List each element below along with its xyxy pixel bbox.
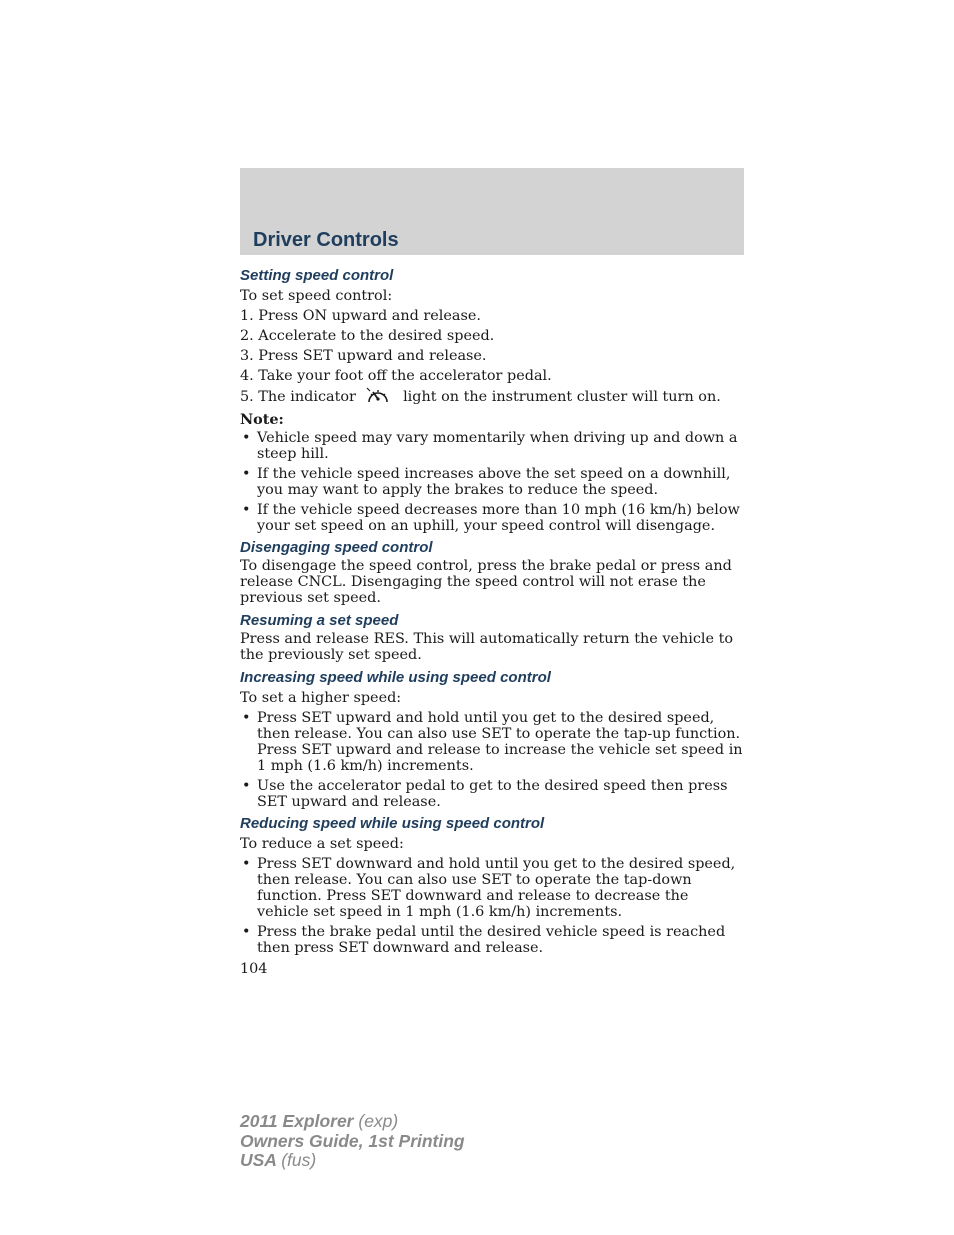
heading-reducing-speed: Reducing speed while using speed control bbox=[240, 815, 545, 832]
increasing-list bbox=[240, 710, 744, 810]
reducing-list bbox=[240, 856, 744, 956]
list-item: • Press the brake pedal until the desired vehicle speed is reached then press SET downward and release. bbox=[240, 924, 744, 956]
footer-region-code: (fus) bbox=[281, 1150, 317, 1170]
footer bbox=[240, 1112, 465, 1171]
page-content bbox=[240, 266, 744, 978]
footer-line-region bbox=[240, 1151, 465, 1171]
list-item: • Vehicle speed may vary momentarily when driving up and down a steep hill. bbox=[240, 430, 744, 462]
disengaging-body: To disengage the speed control, press the brake pedal or press and release CNCL. Disengaging the speed control will not erase the previous set speed. bbox=[240, 558, 732, 606]
footer-model: 2011 Explorer bbox=[240, 1111, 354, 1131]
resuming-body: Press and release RES. This will automatically return the vehicle to the previously set speed. bbox=[240, 631, 734, 663]
heading-resuming-set-speed: Resuming a set speed bbox=[240, 612, 399, 629]
step-2: 2. Accelerate to the desired speed. bbox=[240, 328, 495, 344]
step-1: 1. Press ON upward and release. bbox=[240, 308, 481, 324]
footer-guide: Owners Guide, 1st Printing bbox=[240, 1130, 465, 1151]
list-item: • Press SET upward and hold until you get to the desired speed, then release. You can also use SET to operate the tap-up function. Press SET upward and release to increase the vehicle set speed in 1 mph (1.6 km/h) increments. bbox=[240, 710, 744, 774]
list-item: • Press SET downward and hold until you get to the desired speed, then release. You can also use SET to operate the tap-down function. Press SET downward and release to decrease the vehicle set speed in 1 mph (1.6 km/h) increments. bbox=[240, 856, 744, 920]
heading-disengaging-speed-control: Disengaging speed control bbox=[240, 539, 433, 556]
page-number: 104 bbox=[240, 961, 268, 977]
section-header-band bbox=[240, 168, 744, 255]
step-5-text-before: 5. The indicator bbox=[240, 389, 356, 405]
step-4: 4. Take your foot off the accelerator pedal. bbox=[240, 368, 552, 384]
footer-region: USA bbox=[240, 1150, 277, 1170]
footer-line-model bbox=[240, 1112, 465, 1132]
heading-increasing-speed: Increasing speed while using speed control bbox=[240, 669, 551, 686]
increasing-intro: To set a higher speed: bbox=[240, 690, 402, 706]
step-3: 3. Press SET upward and release. bbox=[240, 348, 487, 364]
heading-setting-speed-control: Setting speed control bbox=[240, 267, 394, 284]
speed-control-indicator-icon bbox=[365, 386, 391, 406]
note-list bbox=[240, 430, 744, 534]
list-item: • If the vehicle speed decreases more than 10 mph (16 km/h) below your set speed on an uphill, your speed control will disengage. bbox=[240, 502, 744, 534]
step-5 bbox=[240, 386, 744, 408]
list-item: • If the vehicle speed increases above the set speed on a downhill, you may want to apply the brakes to reduce the speed. bbox=[240, 466, 744, 498]
section-title: Driver Controls bbox=[253, 229, 399, 251]
list-item: • Use the accelerator pedal to get to the desired speed then press SET upward and release. bbox=[240, 778, 744, 810]
setting-intro: To set speed control: bbox=[240, 288, 393, 304]
step-5-text-after: light on the instrument cluster will turn on. bbox=[403, 389, 721, 405]
reducing-intro: To reduce a set speed: bbox=[240, 836, 404, 852]
note-label: Note: bbox=[240, 411, 284, 428]
footer-model-code: (exp) bbox=[358, 1111, 399, 1131]
